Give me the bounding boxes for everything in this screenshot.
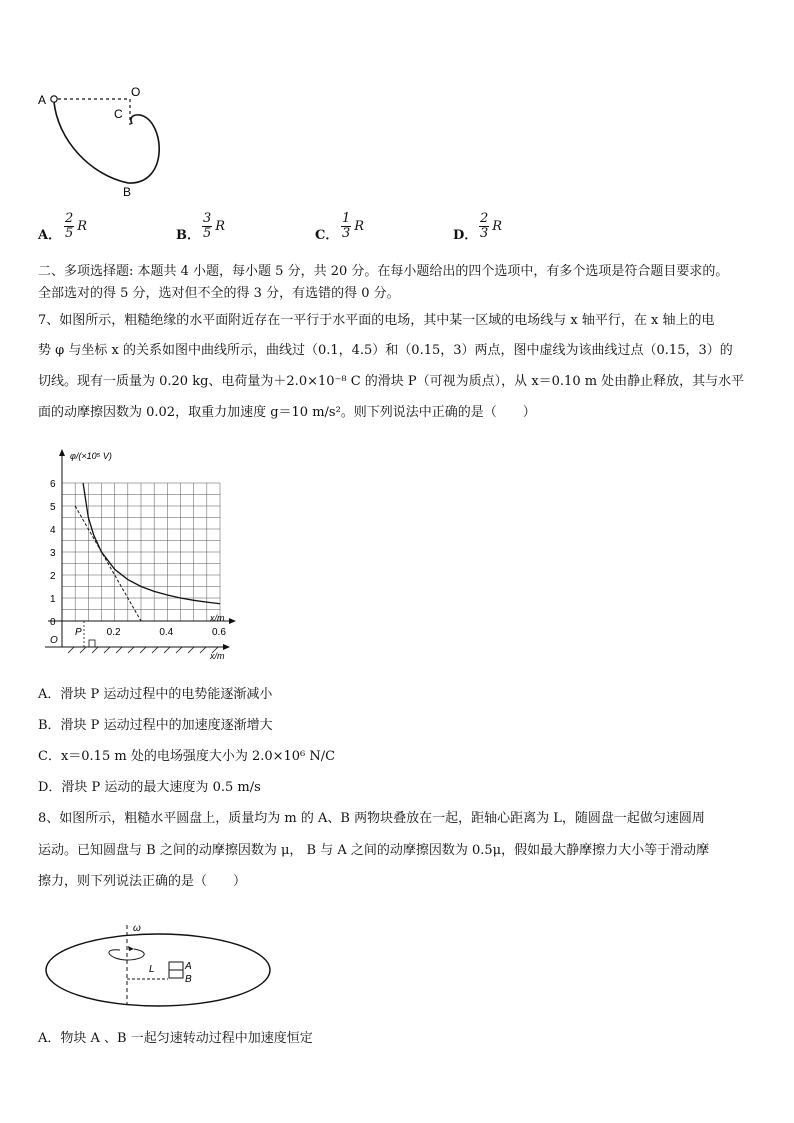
q6-option-a-label: A． [38, 228, 62, 243]
label-c: C [114, 107, 123, 121]
q7-line4: 面的动摩擦因数为 0.02，取重力加速度 g＝10 m/s²。则下列说法中正确的是（ ） [38, 405, 536, 420]
q6-option-d-value: $\frac{2}{3}$ R [480, 211, 503, 241]
y-tick-label: 3 [50, 548, 56, 559]
q7-line2: 势 φ 与坐标 x 的关系如图中曲线所示，曲线过（0.1，4.5）和（0.15，3）两点，图中虚线为该曲线过点（0.15，3）的 [38, 343, 733, 358]
x-tick-label: 0.6 [212, 627, 226, 638]
block-b-label: B [185, 974, 192, 985]
track-figure [30, 80, 180, 198]
omega-label: ω [133, 923, 141, 934]
q7-option-a: A．滑块 P 运动过程中的电势能逐渐减小 [38, 687, 273, 702]
radius-l-label: L [149, 964, 155, 975]
section2-heading-line1: 二、多项选择题: 本题共 4 小题，每小题 5 分，共 20 分。在每小题给出的四个选项中，有多个选项是符合题目要求的。 [38, 264, 729, 279]
y-tick-0: 0 [50, 617, 56, 628]
y-axis-title: φ/(×10⁵ V) [70, 451, 112, 461]
y-tick-label: 1 [50, 594, 56, 605]
q6-option-d-label: D． [453, 228, 478, 243]
section2-heading-line2: 全部选对的得 5 分，选对但不全的得 3 分，有选错的得 0 分。 [38, 286, 400, 301]
q6-option-b-label: B． [176, 228, 200, 243]
block-p-label: P [75, 627, 82, 638]
track-curve [54, 102, 159, 183]
chart-axes [45, 449, 236, 653]
q7-line3: 切线。现有一质量为 0.20 kg、电荷量为＋2.0×10⁻⁸ C 的滑块 P（可视为质点），从 x＝0.10 m 处由静止释放，其与水平 [38, 374, 745, 389]
label-o: O [131, 85, 141, 99]
x-axis-title: x/m [210, 613, 225, 623]
x-tick-label: 0.2 [106, 627, 121, 638]
block-a [169, 962, 183, 970]
label-b: B [123, 185, 132, 198]
y-tick-label: 5 [50, 502, 56, 513]
q6-option-c-value: $\frac{1}{3}$ R [342, 211, 365, 241]
origin-label: O [50, 635, 58, 646]
q8-line3: 擦力，则下列说法正确的是（ ） [38, 874, 247, 889]
block-a-label: A [185, 961, 192, 972]
point-a-circle [51, 96, 57, 102]
x-axis-title-lower: x/m [210, 651, 225, 661]
y-tick-label: 4 [50, 525, 56, 536]
block-b [169, 970, 183, 978]
potential-chart [40, 445, 240, 665]
x-tick-label: 0.4 [159, 627, 174, 638]
q7-option-d: D．滑块 P 运动的最大速度为 0.5 m/s [38, 780, 261, 795]
block-p [89, 640, 95, 647]
q6-option-b-value: $\frac{3}{5}$ R [203, 211, 226, 241]
y-tick-label: 2 [50, 571, 56, 582]
y-tick-label: 6 [50, 479, 56, 490]
turntable-figure [40, 920, 280, 1015]
q7-option-b: B．滑块 P 运动过程中的加速度逐渐增大 [38, 718, 273, 733]
q8-line2: 运动。已知圆盘与 B 之间的动摩擦因数为 μ， B 与 A 之间的动摩擦因数为 0.5μ，假如最大静摩擦力大小等于滑动摩 [38, 843, 710, 858]
label-a: A [38, 93, 47, 107]
q6-option-c-label: C． [315, 228, 339, 243]
q7-line1: 7、如图所示，粗糙绝缘的水平面附近存在一平行于水平面的电场，其中某一区域的电场线与 x 轴平行，在 x 轴上的电 [38, 313, 715, 328]
q8-line1: 8、如图所示，粗糙水平圆盘上，质量均为 m 的 A、B 两物块叠放在一起，距轴心距离为 L，随圆盘一起做匀速圆周 [38, 811, 705, 826]
q7-option-c: C．x＝0.15 m 处的电场强度大小为 2.0×10⁶ N/C [38, 749, 336, 764]
q6-option-a-value: $\frac{2}{5}$ R [65, 211, 88, 241]
turntable-disk [46, 934, 270, 1006]
potential-curve [83, 483, 220, 604]
q8-option-a: A．物块 A 、B 一起匀速转动过程中加速度恒定 [38, 1031, 313, 1046]
